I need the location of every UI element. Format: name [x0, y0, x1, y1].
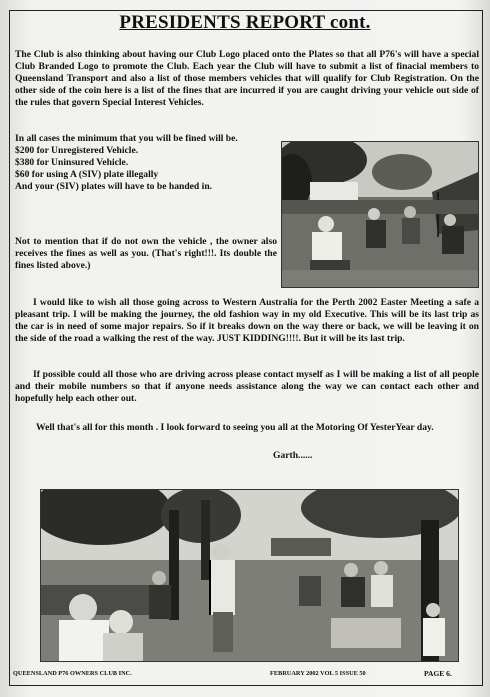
fine-item: $200 for Unregistered Vehicle. — [15, 145, 139, 157]
signature: Garth...... — [273, 450, 313, 461]
footer-page-number: PAGE 6. — [424, 669, 452, 678]
paragraph-logo-plates: The Club is also thinking about having our Club Logo placed onto the Plates so that all P76's will have a special Club Branded Logo to promote the Club. Each year the Club will have to submit a list of finacial members to Queensland Transport and also a list of those members vehicles that will qualify for Club Registration. On the other side of the coin here is a list of the fines that are incurred if you are caught driving your vehicle out side of the rules that govern Special Interest Vehicles. — [15, 49, 479, 109]
fine-item: $380 for Uninsured Vehicle. — [15, 157, 129, 169]
paragraph-owner-fines: Not to mention that if do not own the vehicle , the owner also receives the fines as well as you. (That's right!!!. Its double the fines listed above.) — [15, 236, 277, 272]
paragraph-contact — [15, 369, 479, 405]
paragraph-perth-trip — [15, 297, 479, 345]
photo-club-picnic-tent — [281, 141, 479, 288]
footer-issue: FEBRUARY 2002 VOL 5 ISSUE 50 — [270, 670, 366, 677]
contact-text: If possible could all those who are driving across please contact myself as I will be making a list of all people and their mobile numbers so that if anyone needs assistance along the way we can contact each other and hopefully help each other out. — [15, 369, 479, 405]
closing-remark: Well that's all for this month . I look forward to seeing you all at the Motoring Of YesterYear day. — [36, 422, 434, 433]
fine-item: And your (SIV) plates will have to be handed in. — [15, 181, 213, 193]
fine-item: $60 for using A (SIV) plate illegally — [15, 169, 159, 181]
page-title: PRESIDENTS REPORT cont. — [119, 12, 371, 33]
fines-list — [15, 133, 280, 193]
footer-club-name: QUEENSLAND P76 OWNERS CLUB INC. — [13, 670, 132, 677]
perth-trip-text: I would like to wish all those going across to Western Australia for the Perth 2002 Easter Meeting a safe a pleasant trip. I will be making the journey, the old fashion way in my old Executive. This will be its last trip as the car is in need of some major repairs. So if it breaks down on the way there or back, we will be leaving it on the side of the road a walking the rest of the way. JUST KIDDING!!!!. But it will be its last trip. — [15, 297, 479, 345]
fines-intro: In all cases the minimum that you will be fined will be. — [15, 133, 238, 144]
photo-club-members-park — [40, 489, 459, 662]
